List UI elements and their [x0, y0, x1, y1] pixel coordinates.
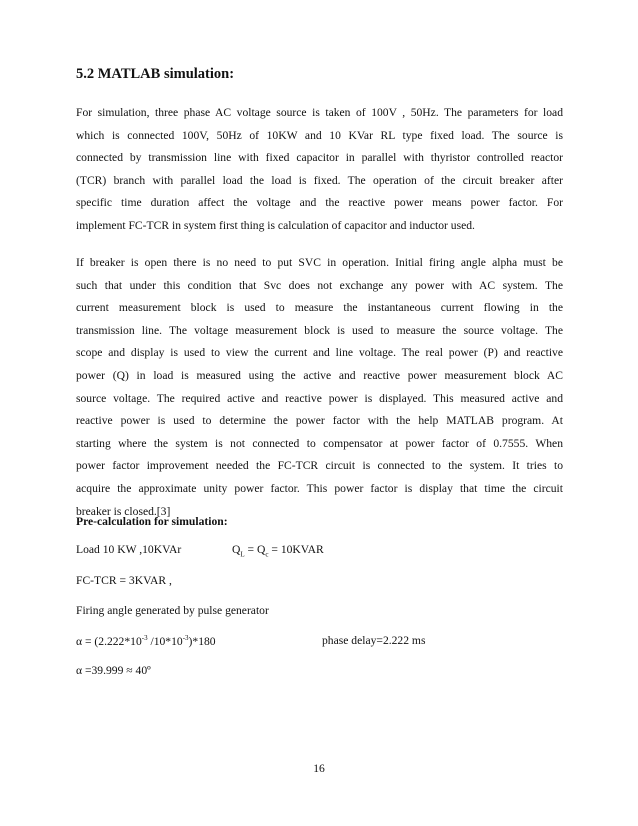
qc-subscript: c	[265, 550, 269, 559]
precalc-heading: Pre-calculation for simulation:	[76, 515, 228, 528]
firing-angle-label: Firing angle generated by pulse generator	[76, 604, 269, 617]
paragraph-line: For simulation, three phase AC voltage source is taken of 100V , 50Hz. The parameters for load	[76, 106, 563, 119]
paragraph-line: transmission line. The voltage measurement block is used to measure the source voltage. The	[76, 323, 563, 337]
paragraph-line: If breaker is open there is no need to put SVC in operation. Initial firing angle alpha must be	[76, 256, 563, 269]
ql-symbol: Q	[232, 543, 241, 556]
paragraph-line: reactive power is used to determine the power factor with the help MATLAB program. At	[76, 414, 563, 428]
paragraph-line: current measurement block is used to measure the instantaneous current flowing in the	[76, 301, 563, 315]
alpha-result: α =39.999 ≈ 40º	[76, 664, 151, 677]
paragraph-line: such that under this condition that Svc does not exchange any power with AC system. The	[76, 278, 563, 292]
alpha-formula-part: )*180	[188, 634, 216, 648]
paragraph-line: power factor improvement needed the FC-TCR circuit is connected to the system. It tries to	[76, 459, 563, 473]
alpha-exponent: -3	[141, 634, 148, 642]
paragraph-line: connected by transmission line with fixed capacitor in parallel with thyristor controlled reactor	[76, 151, 563, 165]
fctcr-rating: FC-TCR = 3KVAR ,	[76, 574, 172, 587]
qc-symbol: = Q	[244, 543, 266, 556]
reactive-power-equation	[232, 543, 324, 558]
paragraph-simulation-setup	[76, 102, 563, 238]
ql-subscript: L	[240, 550, 245, 559]
paragraph-line: starting where the system is not connected to compensator at power factor of 0.7555. When	[76, 436, 563, 450]
paragraph-line: (TCR) branch with parallel load the load is fixed. The operation of the circuit breaker after	[76, 173, 563, 187]
section-heading: 5.2 MATLAB simulation:	[76, 66, 235, 82]
alpha-formula	[76, 634, 216, 648]
paragraph-line: breaker is closed.[3]	[76, 504, 171, 518]
alpha-formula-part: α = (2.222*10	[76, 634, 142, 648]
alpha-formula-part: /10*10	[147, 634, 183, 648]
alpha-exponent: -3	[182, 634, 189, 642]
paragraph-line: which is connected 100V, 50Hz of 10KW and 10 KVar RL type fixed load. The source is	[76, 128, 563, 142]
paragraph-breaker-operation	[76, 252, 563, 523]
phase-delay: phase delay=2.222 ms	[322, 634, 426, 647]
paragraph-line: implement FC-TCR in system first thing is calculation of capacitor and inductor used.	[76, 218, 475, 232]
load-spec: Load 10 KW ,10KVAr	[76, 543, 182, 556]
paragraph-line: specific time duration affect the voltage and the reactive power means power factor. For	[76, 196, 563, 210]
page-number: 16	[313, 762, 325, 775]
paragraph-line: power (Q) in load is measured using the active and reactive power measurement block AC	[76, 368, 563, 382]
paragraph-line: acquire the approximate unity power factor. This power factor is display that time the circuit	[76, 481, 563, 495]
paragraph-line: source voltage. The required active and reactive power is displayed. This measured active and	[76, 391, 563, 405]
paragraph-line: scope and display is used to view the current and line voltage. The real power (P) and reactive	[76, 346, 563, 360]
q-value: = 10KVAR	[268, 543, 324, 556]
